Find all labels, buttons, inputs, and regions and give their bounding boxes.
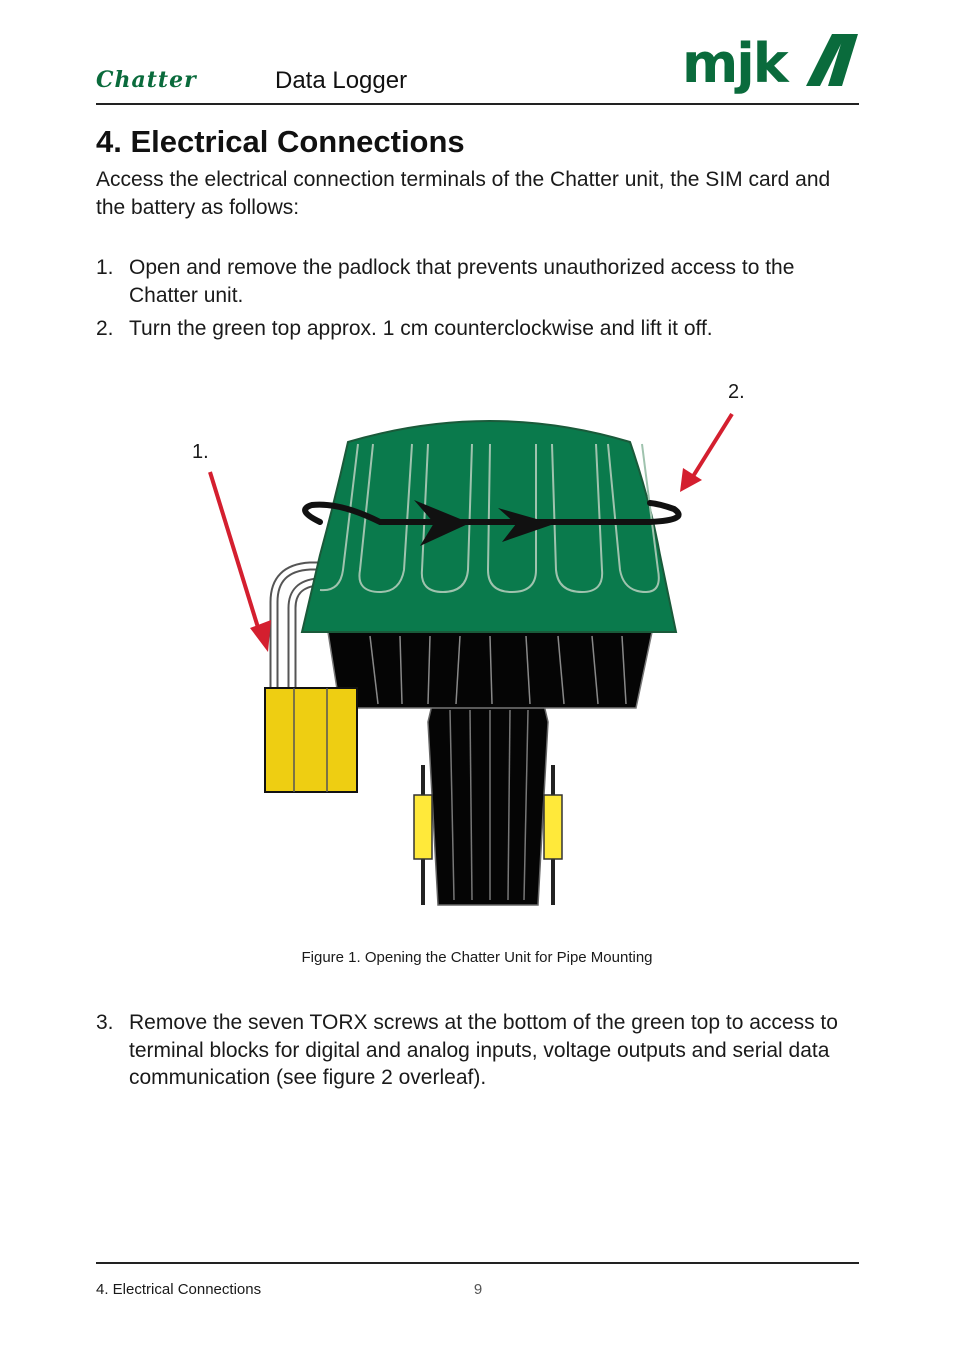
header-title: Data Logger (275, 67, 408, 94)
intro-paragraph: Access the electrical connection terminals of the Chatter unit, the SIM card and the battery as follows: (96, 168, 831, 219)
list-item-number: 3. (96, 1011, 114, 1034)
green-top (302, 421, 676, 632)
clamp-left (414, 795, 432, 859)
list-item (96, 1009, 856, 1093)
footer-rule (96, 1262, 859, 1264)
mjk-logo (680, 30, 860, 102)
clamp-right (544, 795, 562, 859)
figure-label-1: 1. (192, 441, 209, 463)
list-item-text: Open and remove the padlock that prevents unauthorized access to the Chatter unit. (129, 256, 795, 307)
header-rule (96, 103, 859, 105)
footer-section: 4. Electrical Connections (96, 1281, 262, 1298)
figure-caption: Figure 1. Opening the Chatter Unit for Pipe Mounting (301, 949, 653, 966)
lower-stem (423, 705, 553, 905)
list-item-text: Turn the green top approx. 1 cm counterclockwise and lift it off. (129, 317, 713, 340)
mjk-logo-text: mjk (682, 32, 787, 95)
list-item-number: 2. (96, 317, 114, 340)
figure-chatter-unit (180, 370, 780, 920)
arrow-1 (210, 472, 271, 652)
list-item (96, 315, 856, 343)
page-number: 9 (473, 1281, 483, 1298)
padlock (265, 688, 357, 792)
figure-label-2: 2. (728, 381, 745, 403)
arrow-2 (680, 414, 732, 492)
list-item-number: 1. (96, 256, 114, 279)
chatter-logo: Chatter (96, 67, 197, 93)
unit-body (328, 632, 652, 708)
section-heading: 4. Electrical Connections (96, 124, 465, 159)
list-item-text: Remove the seven TORX screws at the bottom of the green top to access to terminal blocks for digital and analog inputs, voltage outputs and serial data communication (see figure 2 overleaf). (129, 1011, 838, 1089)
list-item (96, 254, 856, 310)
